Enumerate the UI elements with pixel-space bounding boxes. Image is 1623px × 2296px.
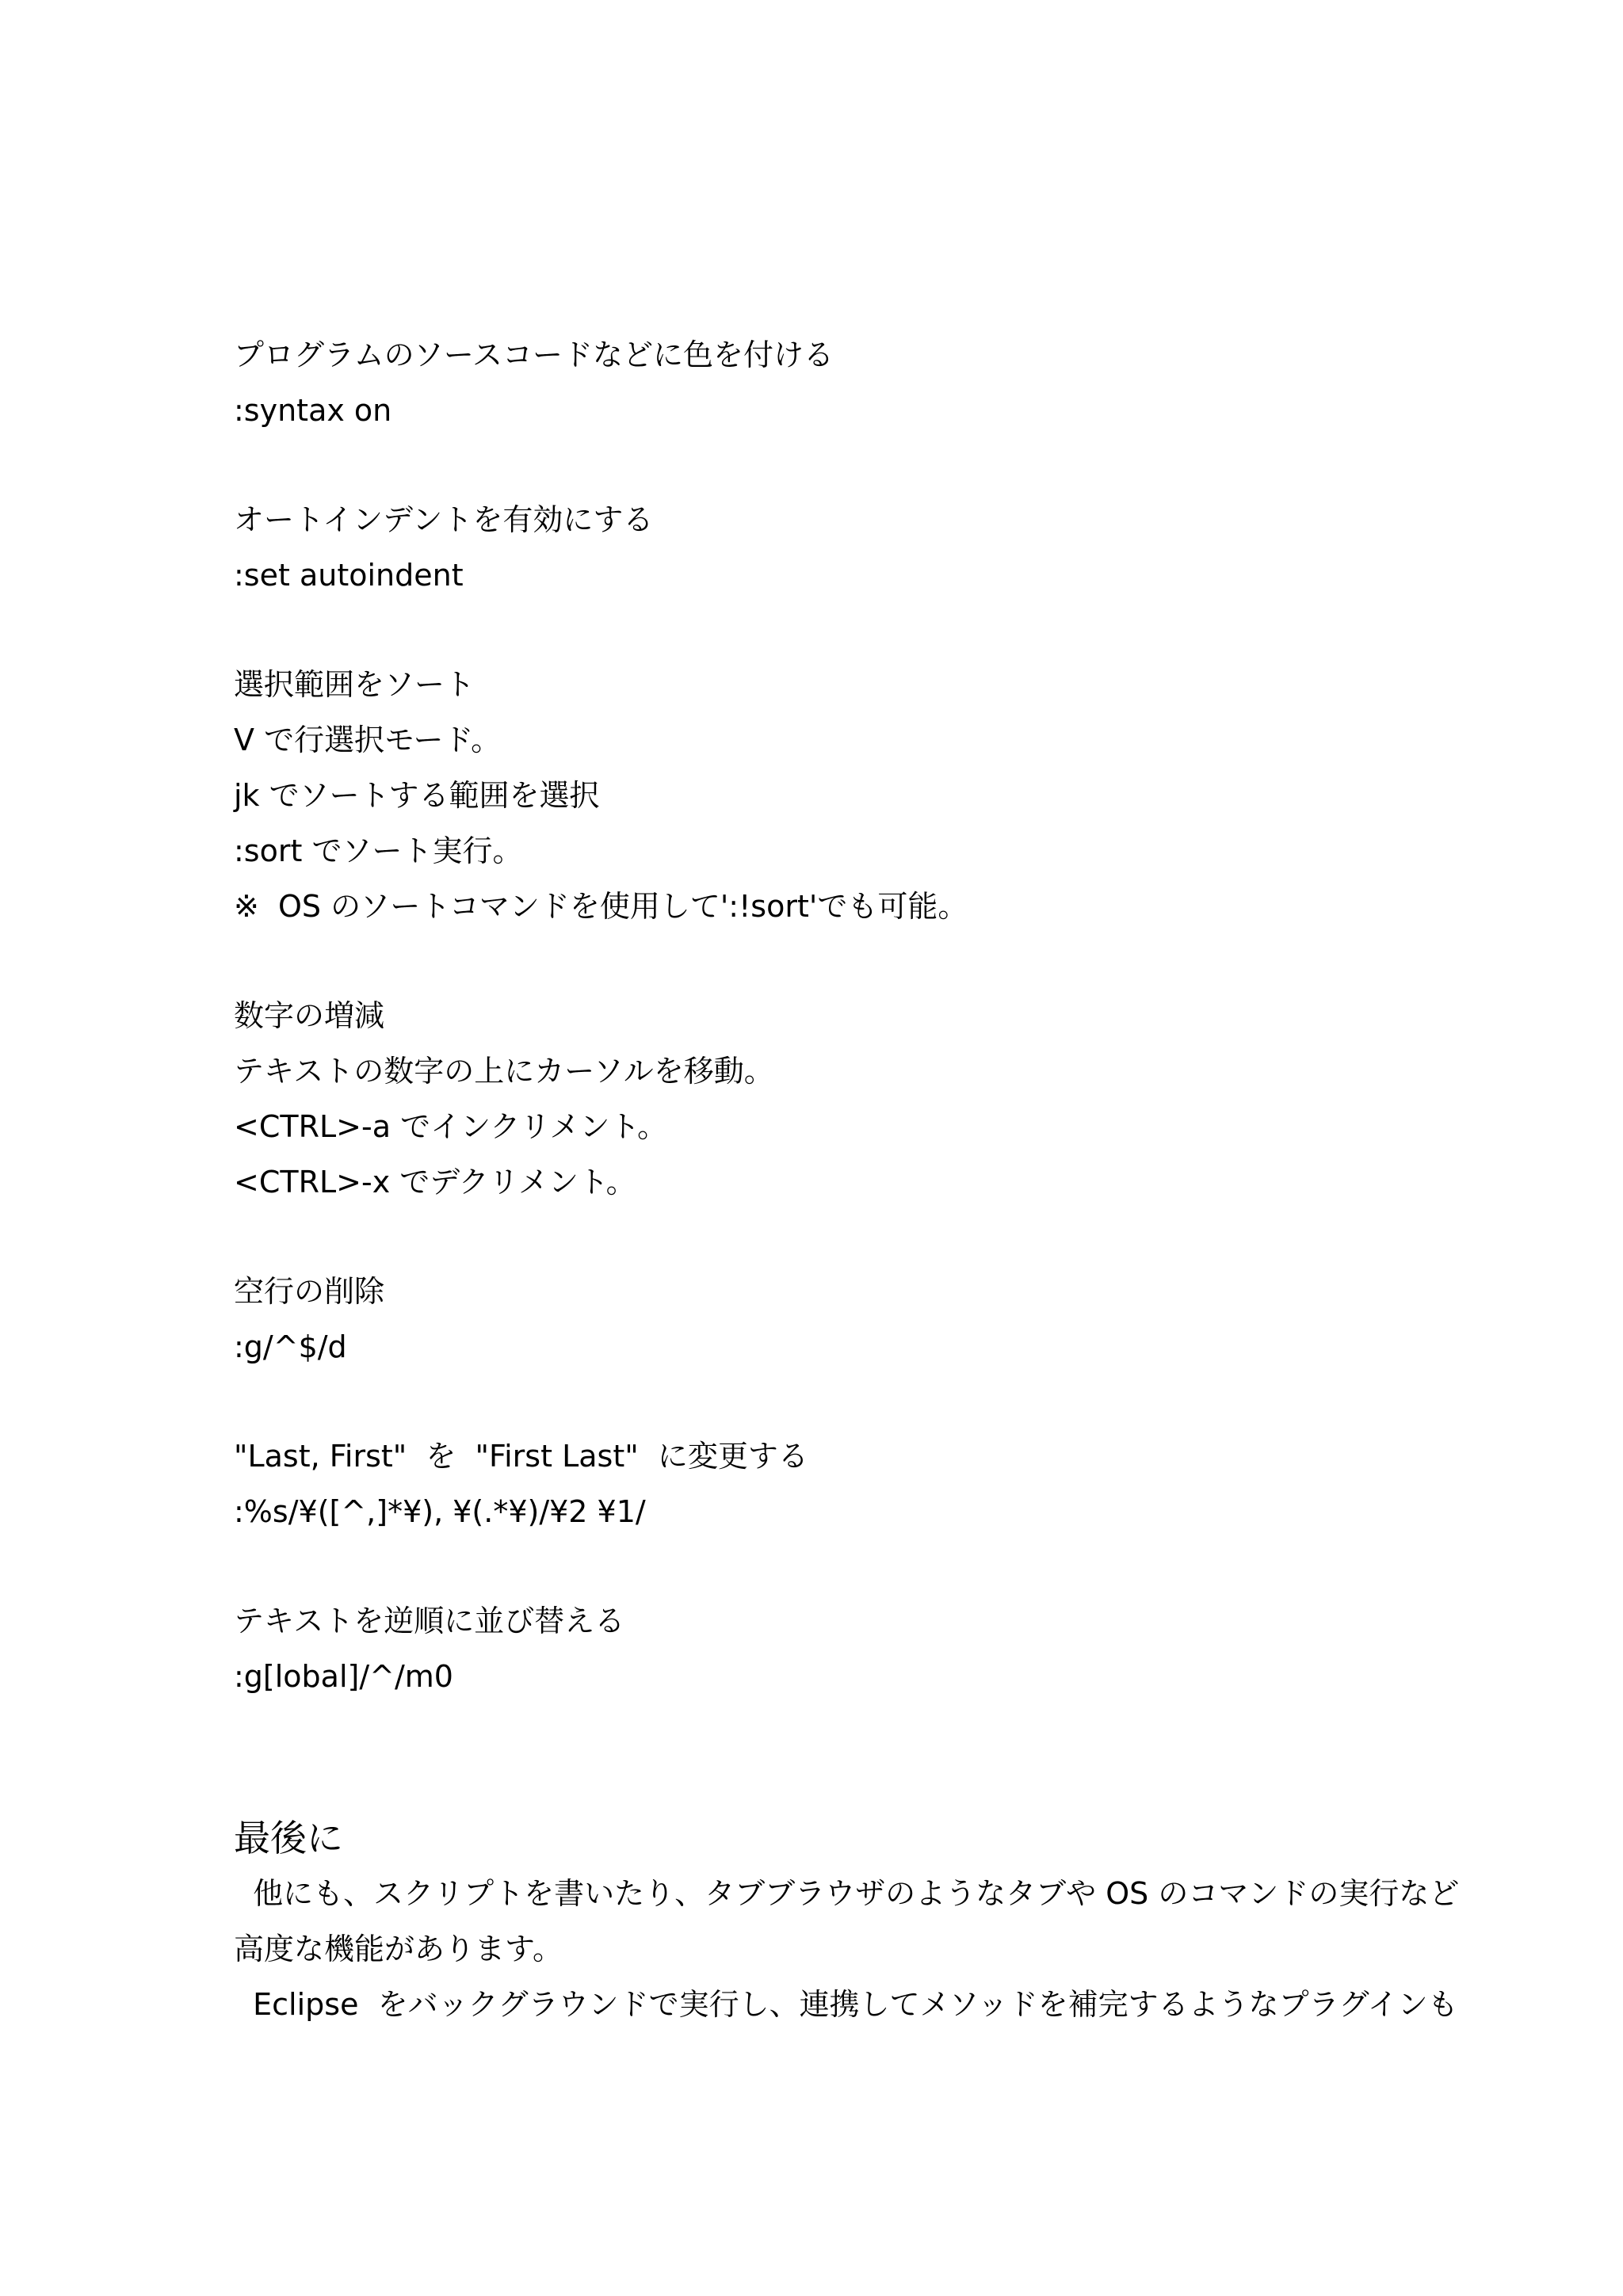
section-heading-sort: 選択範囲をソート	[234, 667, 475, 702]
final-paragraph-1-line-1: 他にも、スクリプトを書いたり、タブブラウザのようなタブや OS のコマンドの実行など	[234, 1876, 1460, 1911]
section-heading-syntax: プログラムのソースコードなどに色を付ける	[234, 338, 834, 372]
command-swap-names: :%s/¥([^,]*¥), ¥(.*¥)/¥2 ¥1/	[234, 1494, 646, 1529]
sort-step-2: jk でソートする範囲を選択	[234, 778, 600, 813]
section-heading-delete-blank: 空行の削除	[234, 1274, 385, 1309]
section-heading-autoindent: オートインデントを有効にする	[234, 502, 654, 537]
section-heading-increment: 数字の増減	[234, 998, 385, 1033]
increment-step-2: <CTRL>-a でインクリメント。	[234, 1109, 668, 1144]
command-reverse: :g[lobal]/^/m0	[234, 1659, 453, 1694]
command-syntax-on: :syntax on	[234, 393, 392, 428]
section-heading-reverse: テキストを逆順に並び替える	[234, 1604, 625, 1638]
sort-step-1: V で行選択モード。	[234, 723, 502, 757]
final-heading: 最後に	[234, 1817, 343, 1859]
section-heading-swap-names: "Last, First" を "First Last" に変更する	[234, 1439, 808, 1474]
command-set-autoindent: :set autoindent	[234, 558, 464, 593]
sort-note: ※ OS のソートコマンドを使用して':!sort'でも可能。	[234, 889, 968, 924]
increment-step-3: <CTRL>-x でデクリメント。	[234, 1165, 636, 1199]
final-paragraph-2-line-1: Eclipse をバックグラウンドで実行し、連携してメソッドを補完するようなプラグインも	[234, 1987, 1458, 2022]
command-delete-blank: :g/^$/d	[234, 1329, 347, 1364]
sort-step-3: :sort でソート実行。	[234, 833, 523, 868]
increment-step-1: テキストの数字の上にカーソルを移動。	[234, 1054, 774, 1089]
final-paragraph-1-line-2: 高度な機能があります。	[234, 1932, 563, 1966]
